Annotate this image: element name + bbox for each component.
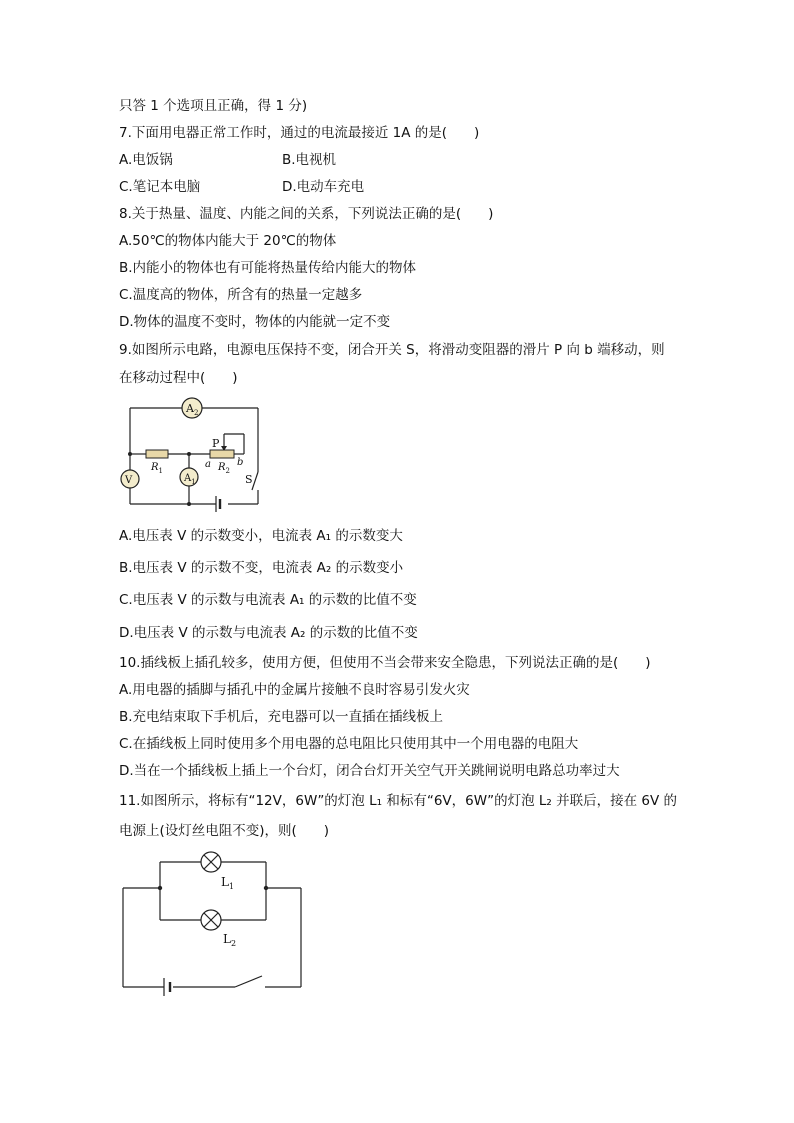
question-7-stem: 7.下面用电器正常工作时，通过的电流最接近 1A 的是( ): [119, 125, 480, 141]
terminal-a-label: a: [205, 459, 211, 470]
lamp-l2-label: $L_2$: [223, 932, 237, 948]
question-7-option-c: C.笔记本电脑: [119, 179, 201, 195]
question-11-stem-line-2: 电源上(设灯丝电阻不变)，则( ): [119, 823, 330, 839]
question-9-stem-line-1: 9.如图所示电路，电源电压保持不变，闭合开关 S，将滑动变阻器的滑片 P 向 b 端移动，则: [119, 342, 665, 358]
question-9-option-d: D.电压表 V 的示数与电流表 A₂ 的示数的比值不变: [119, 625, 418, 641]
question-10-option-d: D.当在一个插线板上插上一个台灯，闭合台灯开关空气开关跳闸说明电路总功率过大: [119, 763, 620, 779]
slider-p-label: P: [212, 437, 220, 450]
question-10-option-b: B.充电结束取下手机后，充电器可以一直插在插线板上: [119, 709, 444, 725]
question-10-stem: 10.插线板上插孔较多，使用方便，但使用不当会带来安全隐患，下列说法正确的是( ): [119, 655, 651, 671]
lamp-l1-label: $L_1$: [221, 875, 235, 891]
question-8-option-c: C.温度高的物体，所含有的热量一定越多: [119, 287, 363, 303]
resistor-r1-label: $R_1$: [151, 462, 163, 475]
question-11-circuit-diagram: [115, 848, 310, 1003]
terminal-b-label: b: [237, 457, 244, 468]
question-10-option-c: C.在插线板上同时使用多个用电器的总电阻比只使用其中一个用电器的电阻大: [119, 736, 579, 752]
question-8-option-d: D.物体的温度不变时，物体的内能就一定不变: [119, 314, 391, 330]
question-8-option-b: B.内能小的物体也有可能将热量传给内能大的物体: [119, 260, 417, 276]
question-7-option-d: D.电动车充电: [282, 179, 365, 195]
voltmeter-label: V: [125, 475, 133, 486]
question-8-option-a: A.50℃的物体内能大于 20℃的物体: [119, 233, 337, 249]
question-9-stem-line-2: 在移动过程中( ): [119, 370, 238, 386]
question-10-option-a: A.用电器的插脚与插孔中的金属片接触不良时容易引发火灾: [119, 682, 470, 698]
question-7-option-b: B.电视机: [282, 152, 337, 168]
question-9-circuit-diagram: [110, 392, 280, 517]
question-9-option-c: C.电压表 V 的示数与电流表 A₁ 的示数的比值不变: [119, 592, 417, 608]
question-7-option-a: A.电饭锅: [119, 152, 173, 168]
resistor-r2-label: $R_2$: [218, 462, 230, 475]
intro-line: 只答 1 个选项且正确，得 1 分): [119, 98, 308, 114]
question-9-option-b: B.电压表 V 的示数不变，电流表 A₂ 的示数变小: [119, 560, 404, 576]
question-11-stem-line-1: 11.如图所示，将标有“12V，6W”的灯泡 L₁ 和标有“6V，6W”的灯泡 L₂ 并联后，接在 6V 的: [119, 793, 677, 809]
ammeter-a2-label: $A_2$: [186, 402, 199, 417]
ammeter-a1-label: $A_1$: [184, 473, 196, 486]
question-9-option-a: A.电压表 V 的示数变小，电流表 A₁ 的示数变大: [119, 528, 403, 544]
question-8-stem: 8.关于热量、温度、内能之间的关系，下列说法正确的是( ): [119, 206, 494, 222]
switch-s-label: S: [245, 473, 253, 486]
